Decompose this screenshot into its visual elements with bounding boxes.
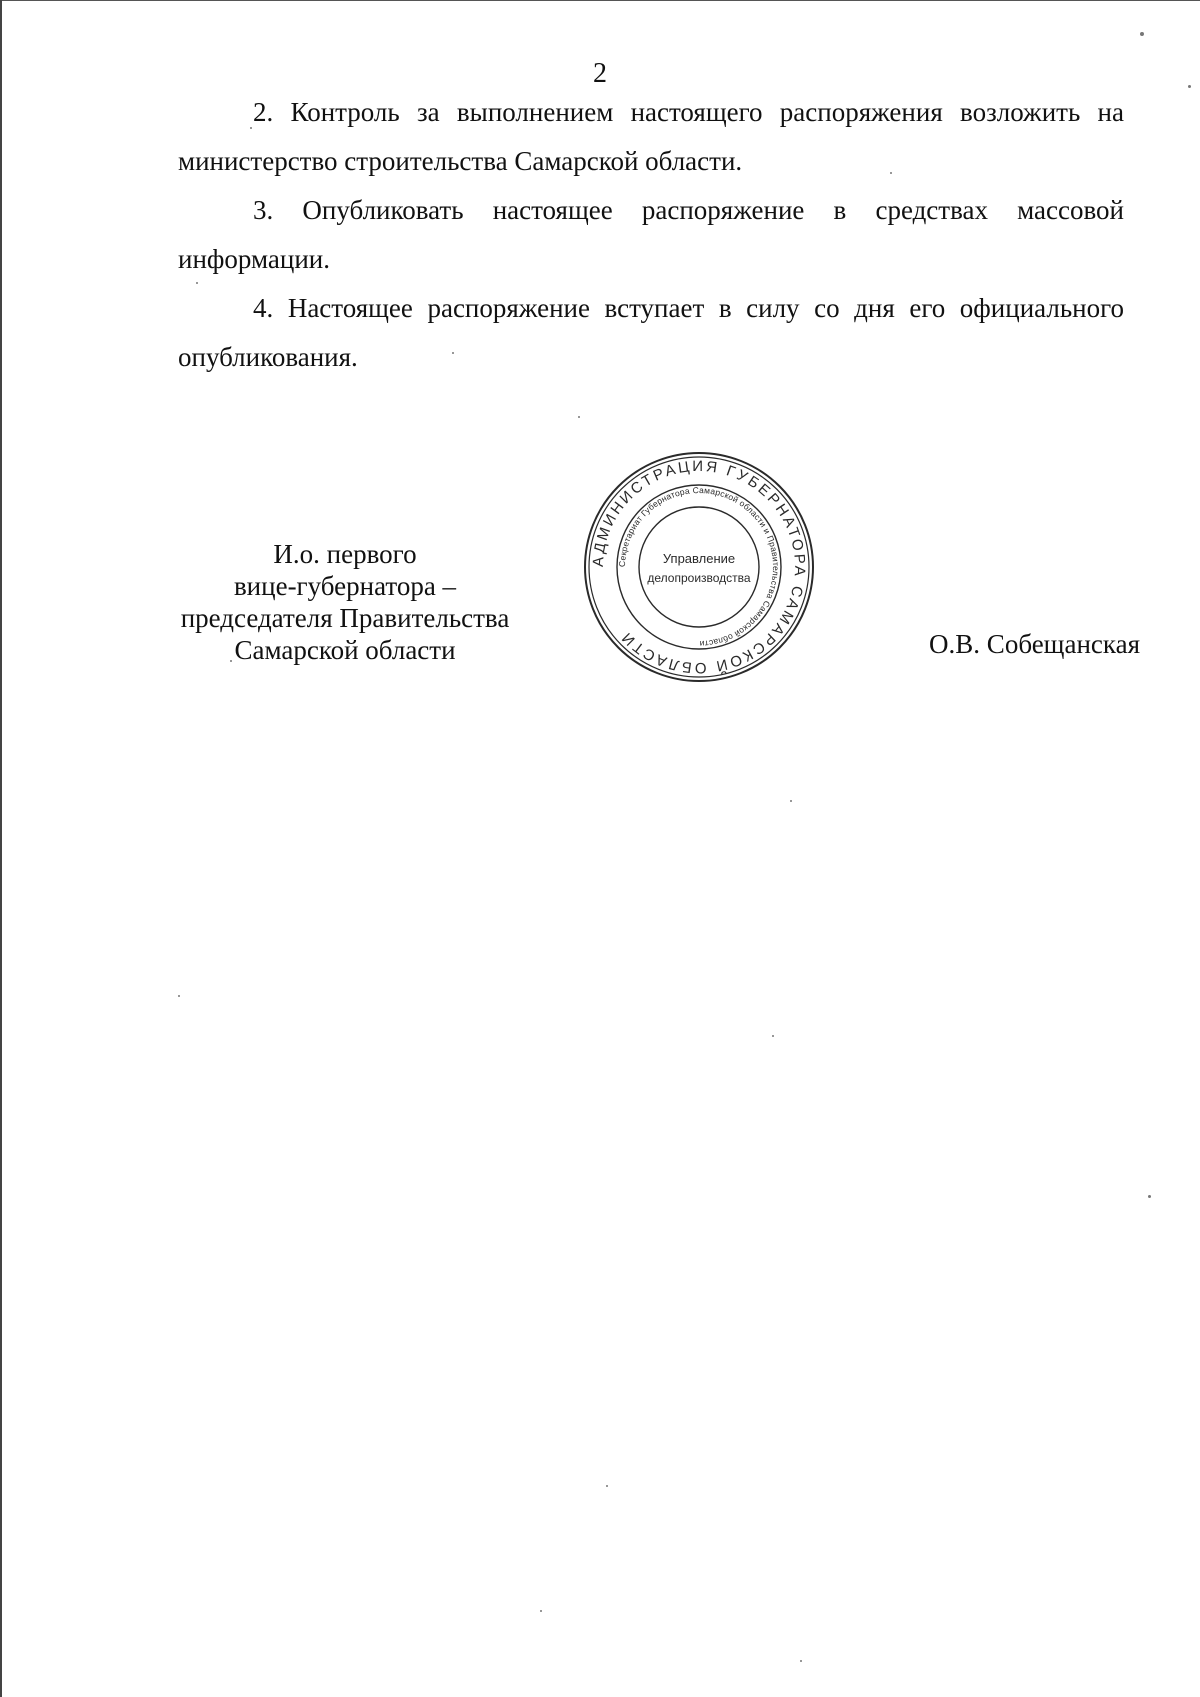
scan-speck (230, 660, 232, 662)
signatory-title-line: Самарской области (234, 635, 456, 665)
signatory-title (155, 538, 535, 666)
seal-inner-ring-text (617, 485, 781, 649)
scan-speck (606, 1485, 608, 1487)
scan-speck (1140, 32, 1144, 36)
signatory-name: О.В. Собещанская (929, 629, 1140, 659)
body-text (178, 88, 1124, 382)
paragraph-2: 2. Контроль за выполнением настоящего распоряжения возложить на министерство строительства Самарской области. (178, 97, 1124, 176)
scan-edge-left (0, 0, 2, 1697)
scan-speck (196, 282, 198, 284)
signatory-title-line: председателя Правительства (180, 603, 510, 633)
scan-speck (800, 1660, 802, 1662)
signatory-title-line: вице-губернатора – (233, 571, 457, 601)
scan-speck (250, 127, 252, 129)
scan-speck (1188, 85, 1191, 88)
seal-inner-path-text: Секретариат Губернатора Самарской области и Правительства Самарской области (616, 484, 782, 650)
official-seal-stamp (582, 450, 816, 684)
scan-speck (540, 1610, 542, 1612)
scan-speck (452, 352, 454, 354)
scan-speck (890, 172, 892, 174)
scan-edge-top (0, 0, 1200, 1)
seal-outer-path-text: АДМИНИСТРАЦИЯ ГУБЕРНАТОРА САМАРСКОЙ ОБЛАСТИ (589, 457, 809, 677)
scan-speck (178, 995, 180, 997)
seal-center-line-2: делопроизводства (647, 571, 751, 585)
page-number: 2 (593, 58, 607, 89)
seal-graphic (582, 450, 816, 684)
paragraph-4: 4. Настоящее распоряжение вступает в силу со дня его официального опубликования. (178, 293, 1124, 372)
scan-speck (1148, 1195, 1151, 1198)
scan-speck (578, 416, 580, 418)
seal-center-line-1: Управление (662, 551, 736, 566)
scan-speck (772, 1035, 774, 1037)
signatory-title-line: И.о. первого (273, 539, 417, 569)
scan-speck (790, 800, 792, 802)
paragraph-3: 3. Опубликовать настоящее распоряжение в средствах массовой информации. (178, 195, 1124, 274)
